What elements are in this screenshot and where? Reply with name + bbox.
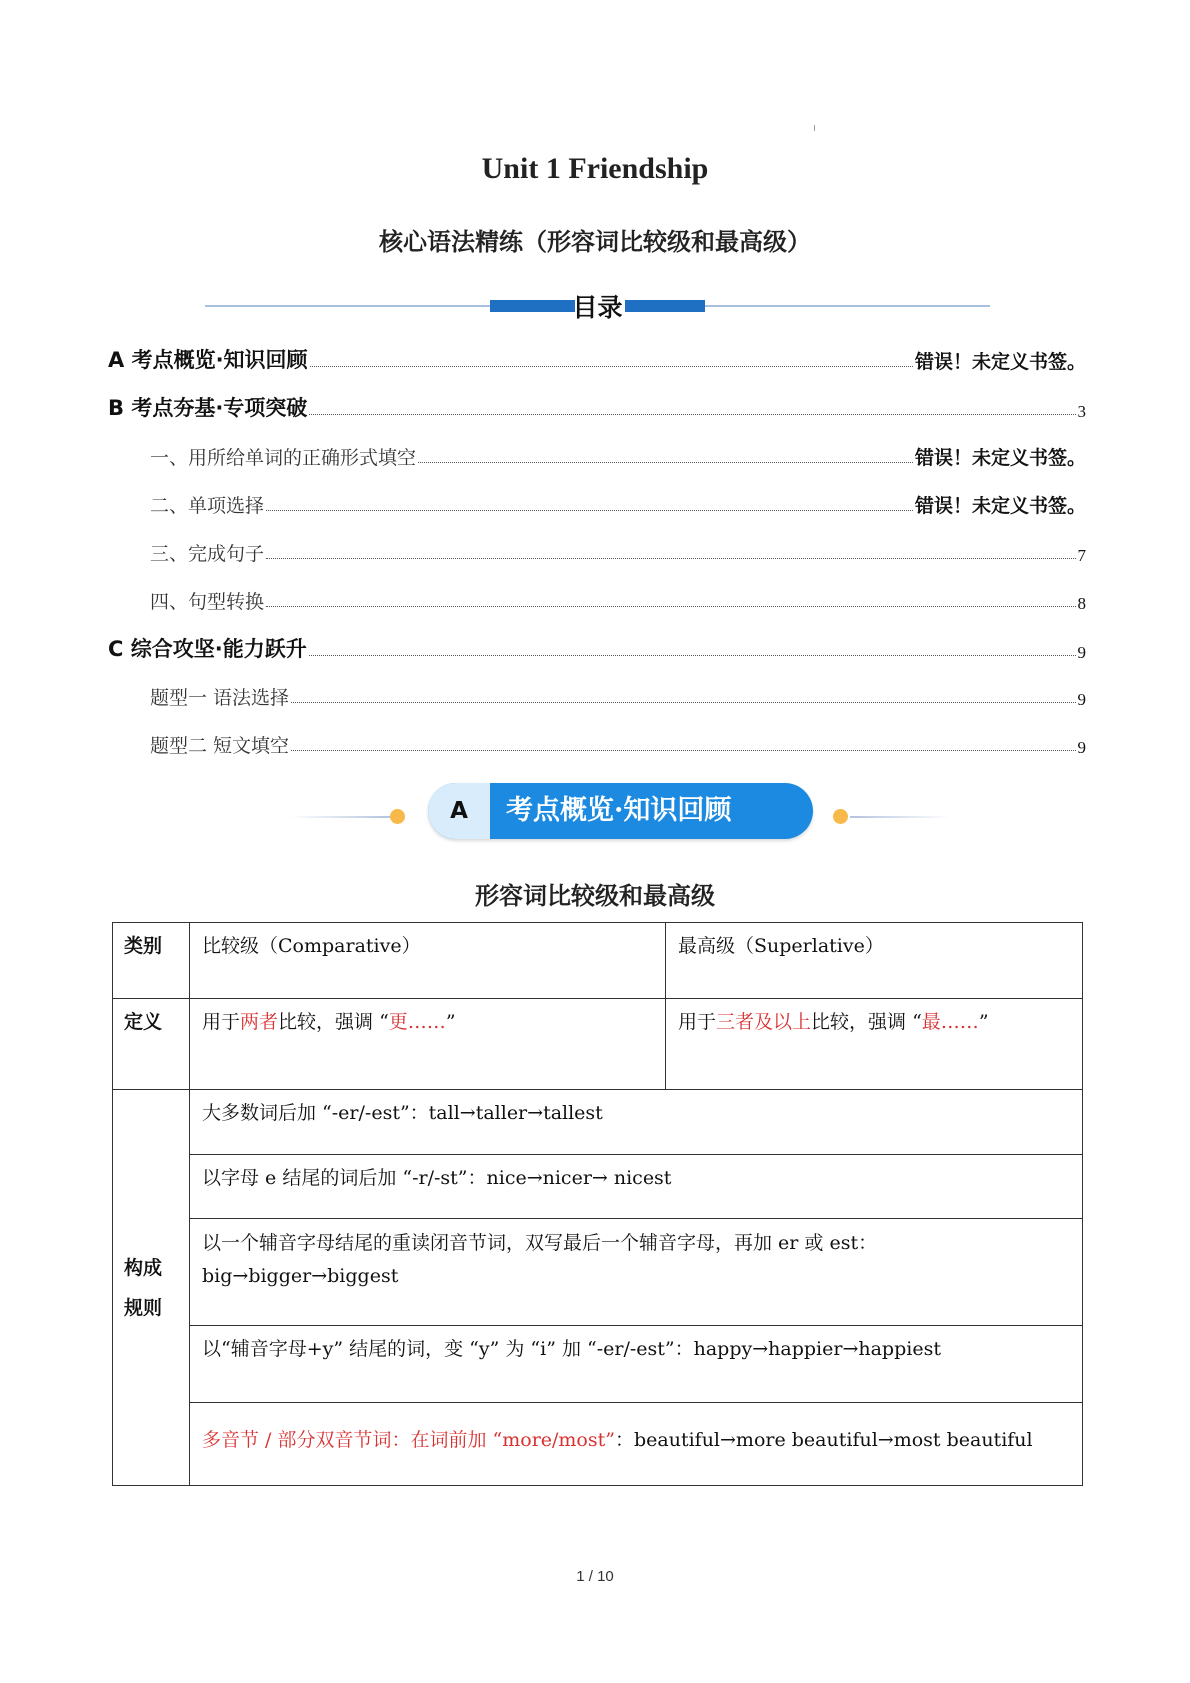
- toc-entry-label: 题型二 短文填空: [150, 735, 290, 757]
- toc-entry-page: 错误！未定义书签。: [914, 495, 1086, 517]
- toc-leader: [309, 655, 1076, 656]
- superlative-definition: [666, 999, 1083, 1090]
- toc-entry[interactable]: [108, 633, 1086, 663]
- toc-leader: [418, 462, 913, 463]
- toc-leader: [310, 366, 913, 367]
- document-title: Unit 1 Friendship: [481, 152, 709, 185]
- toc-entry[interactable]: [150, 440, 1086, 470]
- rule-cell: [190, 1403, 1083, 1486]
- toc-entry[interactable]: [150, 680, 1086, 710]
- toc-entry-page: 8: [1077, 594, 1086, 613]
- toc-entry[interactable]: [150, 728, 1086, 758]
- category-cell: 定义: [113, 999, 190, 1090]
- toc-leader: [291, 702, 1075, 703]
- rule-cell: 以一个辅音字母结尾的重读闭音节词，双写最后一个辅音字母，再加 er 或 est：big→bigger→biggest: [190, 1219, 1083, 1326]
- comparison-table: [112, 922, 1083, 1486]
- category-line: 构成: [124, 1256, 163, 1279]
- table-row: [113, 1403, 1083, 1486]
- banner-dot-left: [390, 809, 405, 824]
- header-mark: [814, 125, 815, 131]
- table-row: [113, 1155, 1083, 1219]
- toc-heading: 目录: [572, 293, 623, 322]
- table-row: [113, 1219, 1083, 1326]
- toc-entry-page: 3: [1077, 402, 1086, 421]
- toc-entry-page: 错误！未定义书签。: [914, 447, 1086, 469]
- text-run: 用于: [678, 1011, 717, 1033]
- banner-dot-right: [833, 809, 848, 824]
- text-run: ”: [445, 1011, 456, 1033]
- comparative-header: 比较级（Comparative）: [190, 923, 666, 999]
- text-run: 比较，强调 “: [811, 1011, 922, 1033]
- toc-entry-label: B 考点夯基·专项突破: [108, 396, 308, 420]
- toc-leader: [309, 414, 1075, 415]
- toc-entry-page: 9: [1077, 643, 1086, 662]
- toc-leader: [266, 510, 913, 511]
- rule-cell: 以“辅音字母+y” 结尾的词，变 “y” 为 “i” 加 “-er/-est”：happy→happier→happiest: [190, 1326, 1083, 1403]
- emphasis-text: 三者及以上: [716, 1011, 812, 1033]
- toc-entry-label: 四、句型转换: [150, 591, 265, 613]
- toc-entry-page: 错误！未定义书签。: [914, 351, 1086, 373]
- toc-entry-page: 7: [1077, 546, 1086, 565]
- category-cell-rules: [113, 1090, 190, 1486]
- text-run: ：beautiful→more beautiful→most beautiful: [614, 1429, 1033, 1451]
- emphasis-text: 最……: [921, 1011, 979, 1033]
- banner-line-right: [850, 816, 950, 818]
- text-run: 用于: [202, 1011, 241, 1033]
- emphasis-text: 两者: [240, 1011, 279, 1033]
- table-row: [113, 999, 1083, 1090]
- toc-entry-page: 9: [1077, 738, 1086, 757]
- emphasis-text: 更……: [388, 1011, 446, 1033]
- comparative-definition: [190, 999, 666, 1090]
- toc-entry-label: 一、用所给单词的正确形式填空: [150, 447, 417, 469]
- rule-cell: 以字母 e 结尾的词后加 “-r/-st”：nice→nicer→ nicest: [190, 1155, 1083, 1219]
- category-cell: 类别: [113, 923, 190, 999]
- banner-pill: [428, 783, 813, 839]
- toc-entry-page: 9: [1077, 690, 1086, 709]
- toc-entry-label: C 综合攻坚·能力跃升: [108, 637, 307, 661]
- section-title: 形容词比较级和最高级: [475, 882, 715, 910]
- toc-leader: [266, 558, 1075, 559]
- rule-cell: 大多数词后加 “-er/-est”：tall→taller→tallest: [190, 1090, 1083, 1155]
- page-number: 1 / 10: [576, 1568, 614, 1585]
- toc-entry[interactable]: [150, 584, 1086, 614]
- document-subtitle: 核心语法精练（形容词比较级和最高级）: [379, 228, 811, 256]
- toc-heading-bar: [205, 288, 990, 328]
- banner-line-left: [290, 816, 390, 818]
- emphasis-text: 多音节 / 部分双音节词：在词前加 “more/most”: [202, 1429, 615, 1451]
- table-row: [113, 923, 1083, 999]
- banner-letter: A: [450, 798, 468, 824]
- toc-entry[interactable]: [150, 536, 1086, 566]
- toc-entry-label: A 考点概览·知识回顾: [108, 348, 308, 372]
- section-banner: [290, 780, 950, 840]
- toc-entry[interactable]: [108, 344, 1086, 374]
- toc-entry-label: 三、完成句子: [150, 543, 265, 565]
- toc-leader: [266, 606, 1075, 607]
- text-run: ”: [978, 1011, 989, 1033]
- toc-entry-label: 题型一 语法选择: [150, 687, 290, 709]
- superlative-header: 最高级（Superlative）: [666, 923, 1083, 999]
- toc-entry[interactable]: [150, 488, 1086, 518]
- toc-entry-label: 二、单项选择: [150, 495, 265, 517]
- table-row: [113, 1090, 1083, 1155]
- category-line: 规则: [124, 1296, 163, 1319]
- toc-leader: [291, 750, 1075, 751]
- text-run: 比较，强调 “: [278, 1011, 389, 1033]
- banner-text: 考点概览·知识回顾: [506, 795, 732, 826]
- table-row: [113, 1326, 1083, 1403]
- toc-entry[interactable]: [108, 392, 1086, 422]
